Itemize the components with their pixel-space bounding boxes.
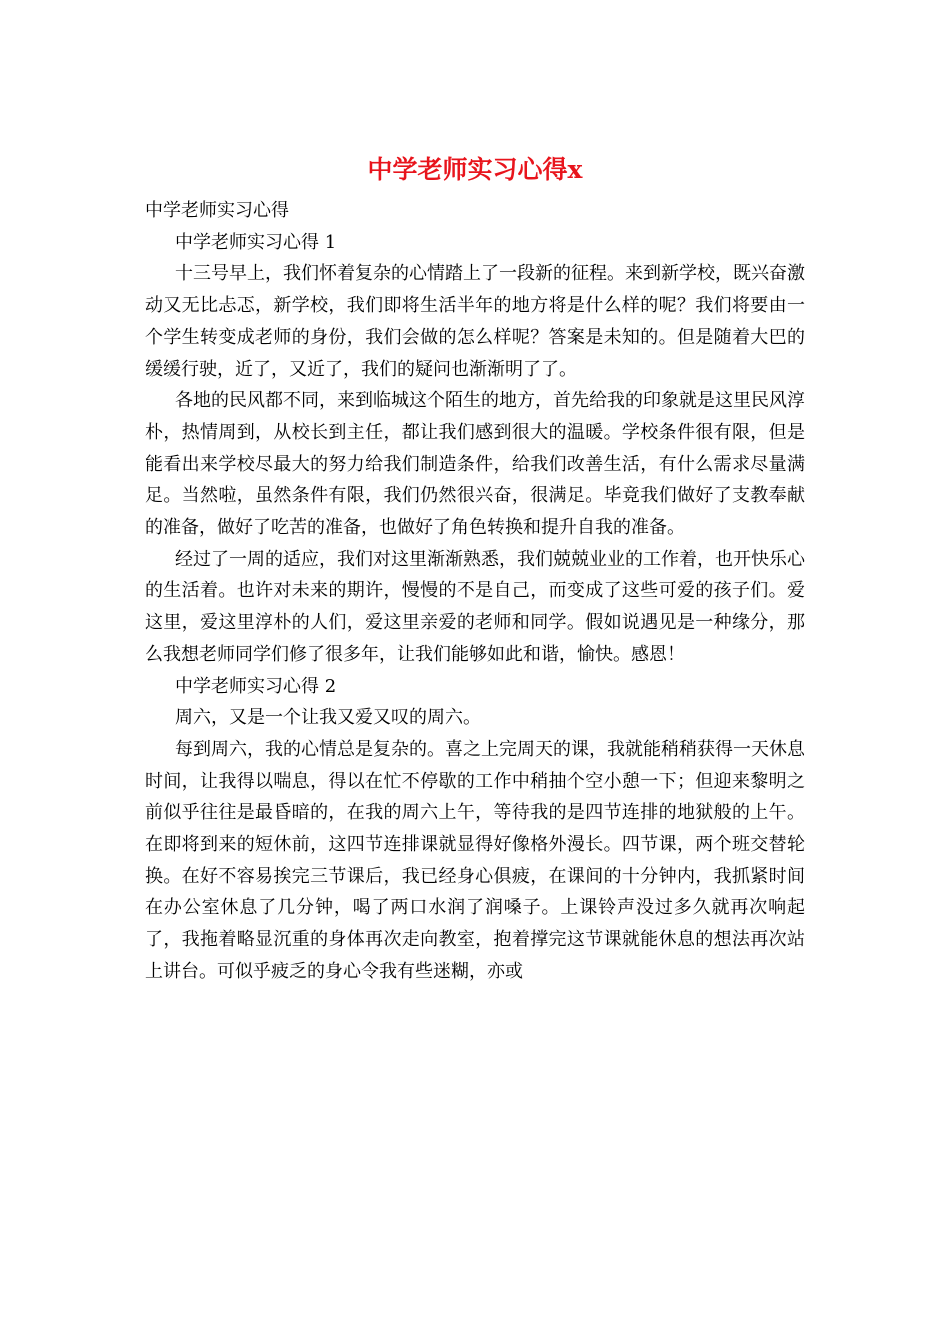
body-paragraph: 十三号早上，我们怀着复杂的心情踏上了一段新的征程。来到新学校，既兴奋激动又无比忐忑，新学校，我们即将生活半年的地方将是什么样的呢？我们将要由一个学生转变成老师的身份，我们会做的怎么样呢？答案是未知的。但是随着大巴的缓缓行驶，近了，又近了，我们的疑问也渐渐明了了。 bbox=[145, 263, 805, 380]
body-paragraph: 每到周六，我的心情总是复杂的。喜之上完周天的课，我就能稍稍获得一天休息时间，让我得以喘息，得以在忙不停歇的工作中稍抽个空小憩一下；但迎来黎明之前似乎往往是最昏暗的，在我的周六上午，等待我的是四节连排的地狱般的上午。在即将到来的短休前，这四节连排课就显得好像格外漫长。四节课，两个班交替轮换。在好不容易挨完三节课后，我已经身心俱疲，在课间的十分钟内，我抓紧时间在办公室休息了几分钟，喝了两口水润了润嗓子。上课铃声没过多久就再次响起了，我拖着略显沉重的身体再次走向教室，抱着撑完这节课就能休息的想法再次站上讲台。可似乎疲乏的身心令我有些迷糊，亦或 bbox=[145, 738, 805, 982]
subsection-heading: 中学老师实习心得 1 bbox=[175, 231, 337, 253]
document-title: 中学老师实习心得x bbox=[367, 155, 583, 184]
body-paragraph: 经过了一周的适应，我们对这里渐渐熟悉，我们兢兢业业的工作着，也开快乐心的生活着。也许对未来的期许，慢慢的不是自己，而变成了这些可爱的孩子们。爱这里，爱这里淳朴的人们，爱这里亲爱的老师和同学。假如说遇见是一种缘分，那么我想老师同学们修了很多年，让我们能够如此和谐，愉快。感恩！ bbox=[145, 548, 805, 665]
section-heading: 中学老师实习心得 bbox=[145, 200, 289, 221]
body-paragraph: 周六，又是一个让我又爱又叹的周六。 bbox=[175, 707, 481, 729]
subsection-heading: 中学老师实习心得 2 bbox=[175, 675, 337, 697]
document-body bbox=[145, 195, 805, 988]
body-paragraph: 各地的民风都不同，来到临城这个陌生的地方，首先给我的印象就是这里民风淳朴，热情周到，从校长到主任，都让我们感到很大的温暖。学校条件很有限，但是能看出来学校尽最大的努力给我们制造条件，给我们改善生活，有什么需求尽量满足。当然啦，虽然条件有限，我们仍然很兴奋，很满足。毕竟我们做好了支教奉献的准备，做好了吃苦的准备，也做好了角色转换和提升自我的准备。 bbox=[145, 390, 805, 539]
